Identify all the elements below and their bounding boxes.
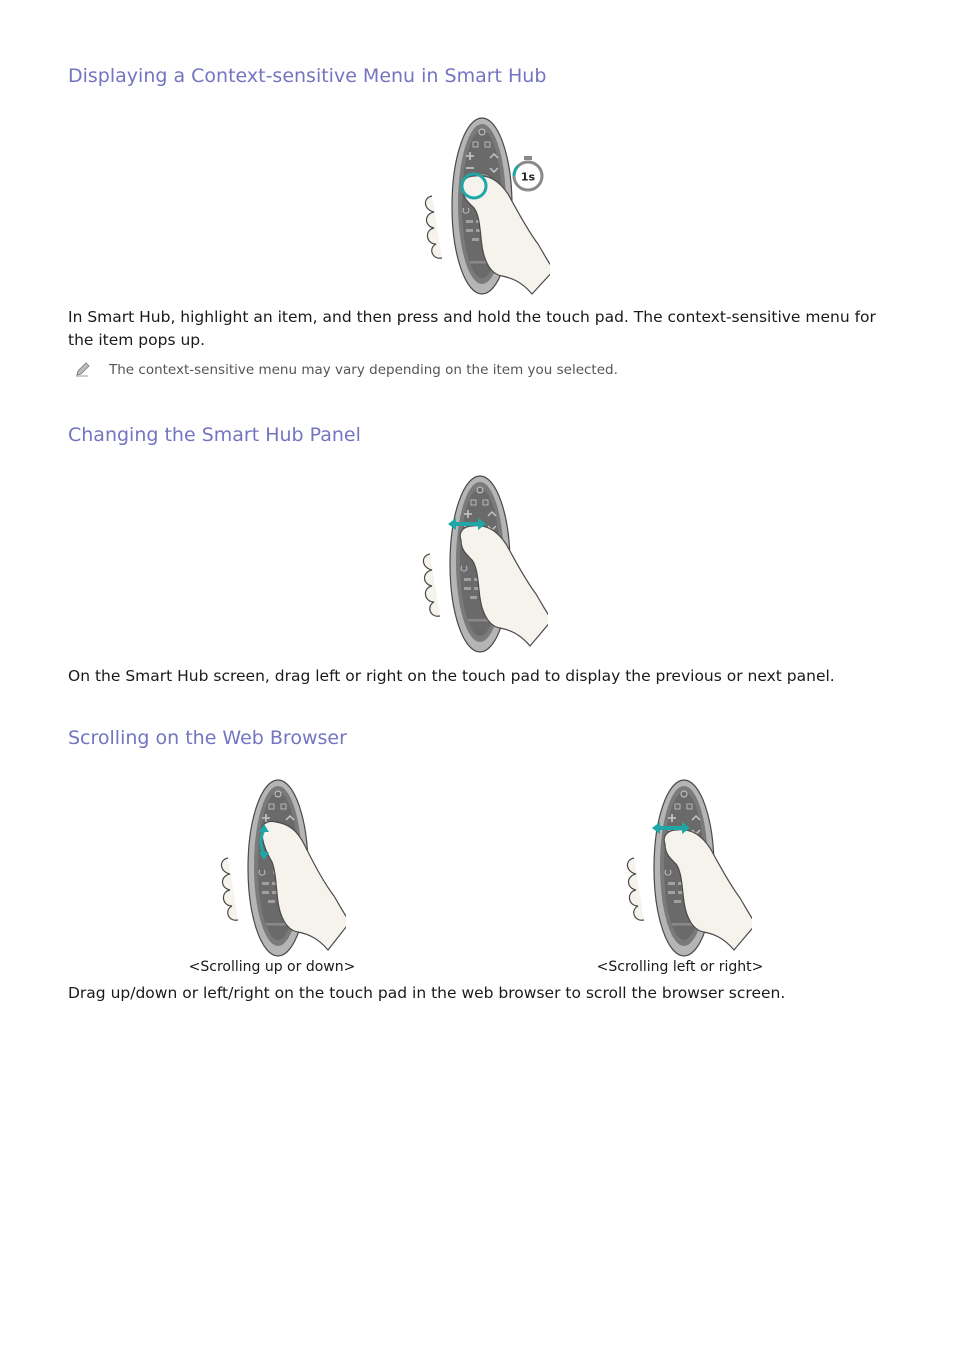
remote-scroll-vertical-illustration xyxy=(206,774,346,964)
remote-scroll-horizontal-illustration xyxy=(612,774,752,964)
remote-press-hold-illustration xyxy=(410,112,550,302)
caption-scroll-left-right: <Scrolling left or right> xyxy=(596,959,764,975)
smart-hub-panel-paragraph: On the Smart Hub screen, drag left or right on the touch pad to display the previous or next panel. xyxy=(68,667,835,685)
pencil-note-icon xyxy=(74,360,92,378)
context-menu-paragraph: In Smart Hub, highlight an item, and then press and hold the touch pad. The context-sensitive menu for the item pops up. xyxy=(68,308,876,349)
caption-scroll-up-down: <Scrolling up or down> xyxy=(188,959,356,975)
web-browser-paragraph: Drag up/down or left/right on the touch pad in the web browser to scroll the browser screen. xyxy=(68,984,786,1002)
note-text: The context-sensitive menu may vary depending on the item you selected. xyxy=(109,362,618,378)
section-heading-context-menu: Displaying a Context-sensitive Menu in Smart Hub xyxy=(68,65,547,87)
section-heading-web-browser: Scrolling on the Web Browser xyxy=(68,727,347,749)
remote-swipe-horizontal-illustration xyxy=(408,470,548,660)
timer-label: 1s xyxy=(520,170,536,184)
section-heading-smart-hub-panel: Changing the Smart Hub Panel xyxy=(68,424,361,446)
